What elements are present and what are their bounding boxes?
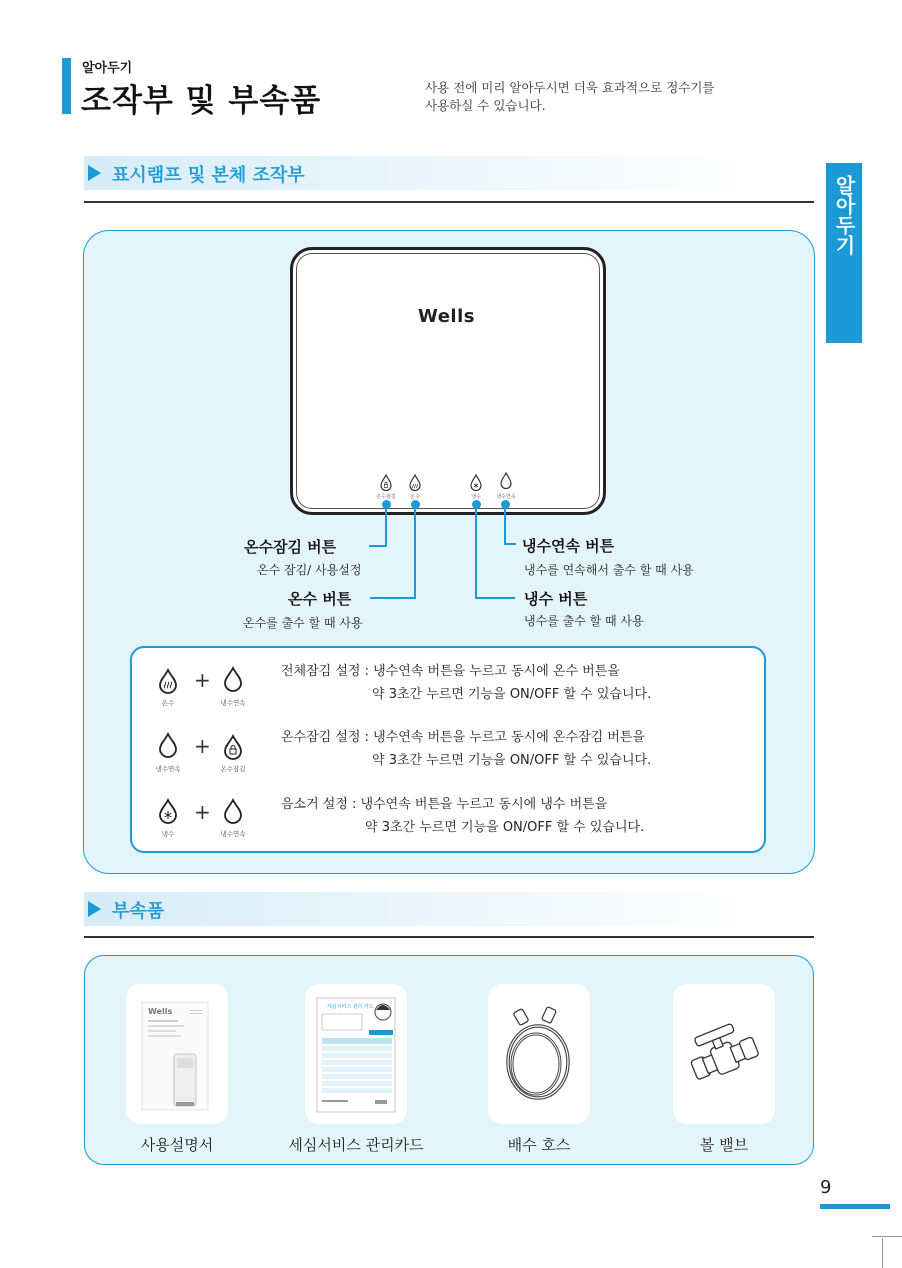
page-title: 조작부 및 부속품 — [81, 83, 322, 119]
cold-continuous-drop-icon[interactable] — [499, 472, 513, 490]
setting-line: 약 3초간 누르면 기능을 ON/OFF 할 수 있습니다. — [372, 687, 652, 702]
cold-water-drop-icon[interactable] — [469, 474, 483, 492]
section-heading-bg — [84, 892, 744, 926]
cold-button-title: 냉수 버튼 — [524, 590, 588, 608]
setting-icon-label: 냉수연속 — [220, 699, 246, 707]
accessory-card-ball-valve — [673, 984, 775, 1124]
cold-continuous-drop-icon — [222, 666, 244, 692]
device-label-hot: 온수 — [410, 494, 420, 500]
setting-line: 약 3초간 누르면 기능을 ON/OFF 할 수 있습니다. — [365, 820, 645, 835]
device-label-hot-lock: 온수잠김 — [376, 494, 396, 500]
device-label-cold-continuous: 냉수연속 — [496, 494, 516, 500]
callout-line — [369, 545, 387, 547]
section-kicker: 알아두기 — [82, 61, 133, 76]
callout-line — [475, 597, 515, 599]
hot-lock-drop-icon — [222, 734, 244, 760]
hot-lock-button-title: 온수잠김 버튼 — [244, 538, 337, 556]
hot-button-title: 온수 버튼 — [288, 590, 352, 608]
water-purifier-front — [290, 247, 606, 515]
accessory-label-ball-valve: 볼 밸브 — [699, 1136, 749, 1154]
crop-mark — [872, 1236, 902, 1237]
plus-sign: + — [194, 668, 211, 692]
accessory-label-drain-hose: 배수 호스 — [507, 1136, 571, 1154]
user-manual-image — [126, 984, 228, 1124]
brand-logo: Wells — [418, 306, 475, 327]
cold-continuous-drop-icon — [222, 798, 244, 824]
hot-button-desc: 온수를 출수 할 때 사용 — [243, 616, 363, 630]
card-thumb-title: 세심서비스 관리 카드 — [327, 1004, 374, 1010]
callout-line — [504, 505, 506, 545]
device-label-cold: 냉수 — [471, 494, 481, 500]
plus-sign: + — [194, 800, 211, 824]
hot-lock-button-desc: 온수 잠김/ 사용설정 — [257, 563, 362, 577]
accessory-label-service-card: 세심서비스 관리카드 — [288, 1136, 424, 1154]
description-line-1: 사용 전에 미리 알아두시면 더욱 효과적으로 정수기를 — [425, 80, 715, 95]
setting-icon-label: 온수잠김 — [220, 765, 246, 773]
cold-continuous-drop-icon — [157, 732, 179, 758]
setting-text-mute — [281, 793, 644, 839]
chapter-side-tab[interactable]: 알아두기 — [826, 163, 862, 343]
title-accent-bar — [62, 58, 71, 114]
drain-hose-image — [488, 984, 590, 1124]
section-title-accessories: 부속품 — [112, 901, 165, 922]
hot-water-drop-icon — [157, 668, 179, 694]
setting-line: 음소거 설정 : 냉수연속 버튼을 누르고 동시에 냉수 버튼을 — [281, 797, 608, 812]
callout-line — [414, 505, 416, 599]
cold-water-drop-icon — [157, 798, 179, 824]
callout-line — [475, 505, 477, 599]
triangle-bullet-icon — [88, 165, 101, 181]
hot-water-drop-icon[interactable] — [408, 474, 422, 492]
accessory-card-manual — [126, 984, 228, 1124]
cold-button-desc: 냉수를 출수 할 때 사용 — [524, 614, 644, 628]
hot-lock-drop-icon[interactable] — [379, 474, 393, 492]
setting-icon-label: 온수 — [161, 699, 175, 707]
callout-line — [370, 597, 416, 599]
cold-continuous-button-title: 냉수연속 버튼 — [522, 537, 615, 555]
setting-icon-label: 냉수 — [161, 830, 175, 838]
setting-line: 온수잠김 설정 : 냉수연속 버튼을 누르고 동시에 온수잠김 버튼을 — [281, 730, 645, 745]
triangle-bullet-icon — [88, 901, 101, 917]
plus-sign: + — [194, 734, 211, 758]
accessory-card-drain-hose — [488, 984, 590, 1124]
page-number: 9 — [820, 1177, 832, 1198]
callout-line — [504, 543, 516, 545]
page-number-underline — [820, 1204, 890, 1209]
manual-thumb-logo: Wells — [148, 1007, 173, 1016]
cold-continuous-button-desc: 냉수를 연속해서 출수 할 때 사용 — [524, 563, 694, 577]
setting-line: 약 3초간 누르면 기능을 ON/OFF 할 수 있습니다. — [372, 753, 652, 768]
accessory-label-manual: 사용설명서 — [140, 1136, 214, 1154]
crop-mark — [882, 1238, 883, 1268]
service-card-image — [305, 984, 407, 1124]
setting-icon-label: 냉수연속 — [220, 830, 246, 838]
setting-line: 전체잠김 설정 : 냉수연속 버튼을 누르고 동시에 온수 버튼을 — [281, 664, 620, 679]
accessory-card-service-card — [305, 984, 407, 1124]
section-divider — [84, 936, 814, 938]
callout-line — [385, 505, 387, 547]
page-description — [425, 79, 805, 115]
section-divider — [84, 201, 814, 203]
setting-text-all-lock — [281, 660, 651, 706]
description-line-2: 사용하실 수 있습니다. — [425, 98, 546, 113]
setting-text-hot-lock — [281, 726, 651, 772]
setting-icon-label: 냉수연속 — [155, 765, 181, 773]
section-title-controls: 표시램프 및 본체 조작부 — [112, 165, 305, 186]
ball-valve-image — [673, 984, 775, 1124]
